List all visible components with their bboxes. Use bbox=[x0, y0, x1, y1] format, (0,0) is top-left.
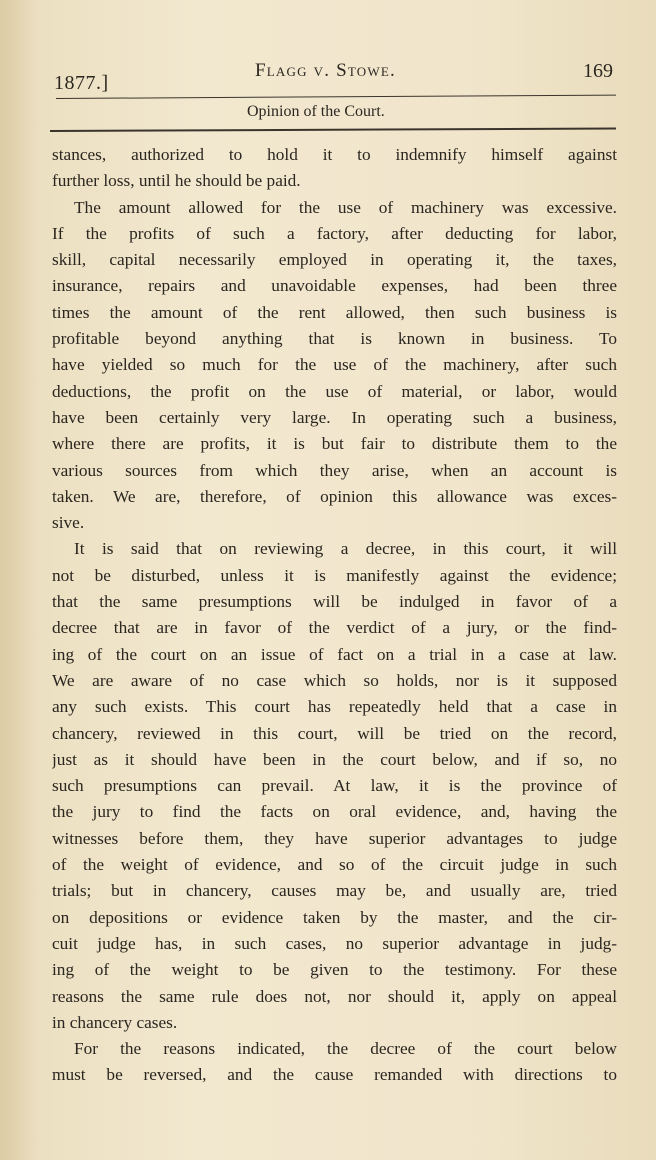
text-line: any such exists. This court has repeatedly held that a case in bbox=[52, 697, 617, 717]
text-line: not be disturbed, unless it is manifestly against the evidence; bbox=[52, 565, 617, 585]
text-line: stances, authorized to hold it to indemnify himself against bbox=[52, 145, 617, 164]
text-line: times the amount of the rent allowed, then such business is bbox=[52, 302, 617, 322]
text-line: skill, capital necessarily employed in operating it, the taxes, bbox=[52, 250, 617, 270]
header-rule-bottom bbox=[50, 128, 616, 132]
text-line: further loss, until he should be paid. bbox=[52, 171, 301, 191]
text-line: For the reasons indicated, the decree of the court below bbox=[74, 1039, 617, 1059]
text-line: the jury to find the facts on oral evidence, and, having the bbox=[52, 802, 617, 822]
text-line: The amount allowed for the use of machinery was excessive. bbox=[74, 197, 617, 217]
text-line: cuit judge has, in such cases, no superior advantage in judg- bbox=[52, 933, 617, 953]
text-line: have been certainly very large. In operating such a business, bbox=[52, 407, 617, 427]
text-line: trials; but in chancery, causes may be, and usually are, tried bbox=[52, 881, 617, 901]
text-line: We are aware of no case which so holds, nor is it supposed bbox=[52, 670, 617, 690]
text-line: reasons the same rule does not, nor should it, apply on appeal bbox=[52, 986, 617, 1006]
text-line: of the weight of evidence, and so of the circuit judge in such bbox=[52, 855, 617, 875]
year-label: 1877.] bbox=[54, 72, 109, 94]
text-line: profitable beyond anything that is known in business. To bbox=[52, 329, 617, 349]
section-subheading: Opinion of the Court. bbox=[247, 103, 385, 120]
text-line: insurance, repairs and unavoidable expenses, had been three bbox=[52, 276, 617, 296]
text-line: It is said that on reviewing a decree, in this court, it will bbox=[74, 539, 617, 559]
body-text bbox=[52, 142, 617, 1089]
text-line: on depositions or evidence taken by the master, and the cir- bbox=[52, 907, 617, 927]
text-line: witnesses before them, they have superior advantages to judge bbox=[52, 828, 617, 848]
text-line: must be reversed, and the cause remanded with directions to bbox=[52, 1065, 617, 1085]
text-line: have yielded so much for the use of the machinery, after such bbox=[52, 355, 617, 375]
text-line: decree that are in favor of the verdict of a jury, or the find- bbox=[52, 618, 617, 638]
text-line: deductions, the profit on the use of material, or labor, would bbox=[52, 381, 617, 401]
running-title: Flagg v. Stowe. bbox=[255, 60, 396, 81]
text-line: If the profits of such a factory, after deducting for labor, bbox=[52, 223, 617, 243]
text-line: in chancery cases. bbox=[52, 1012, 178, 1032]
page-header bbox=[0, 0, 656, 140]
text-line: that the same presumptions will be indulged in favor of a bbox=[52, 592, 617, 612]
text-line: just as it should have been in the court below, and if so, no bbox=[52, 749, 617, 769]
text-line: such presumptions can prevail. At law, it is the province of bbox=[52, 776, 617, 796]
text-line: taken. We are, therefore, of opinion this allowance was exces- bbox=[52, 486, 617, 506]
text-line: ing of the court on an issue of fact on a trial in a case at law. bbox=[52, 644, 617, 664]
text-line: sive. bbox=[52, 513, 85, 533]
text-line: where there are profits, it is but fair to distribute them to the bbox=[52, 434, 617, 454]
text-line: various sources from which they arise, when an account is bbox=[52, 460, 617, 480]
text-line: ing of the weight to be given to the testimony. For these bbox=[52, 960, 617, 980]
page-number: 169 bbox=[583, 60, 613, 82]
text-line: chancery, reviewed in this court, will be tried on the record, bbox=[52, 723, 617, 743]
header-rule-top bbox=[56, 95, 616, 99]
